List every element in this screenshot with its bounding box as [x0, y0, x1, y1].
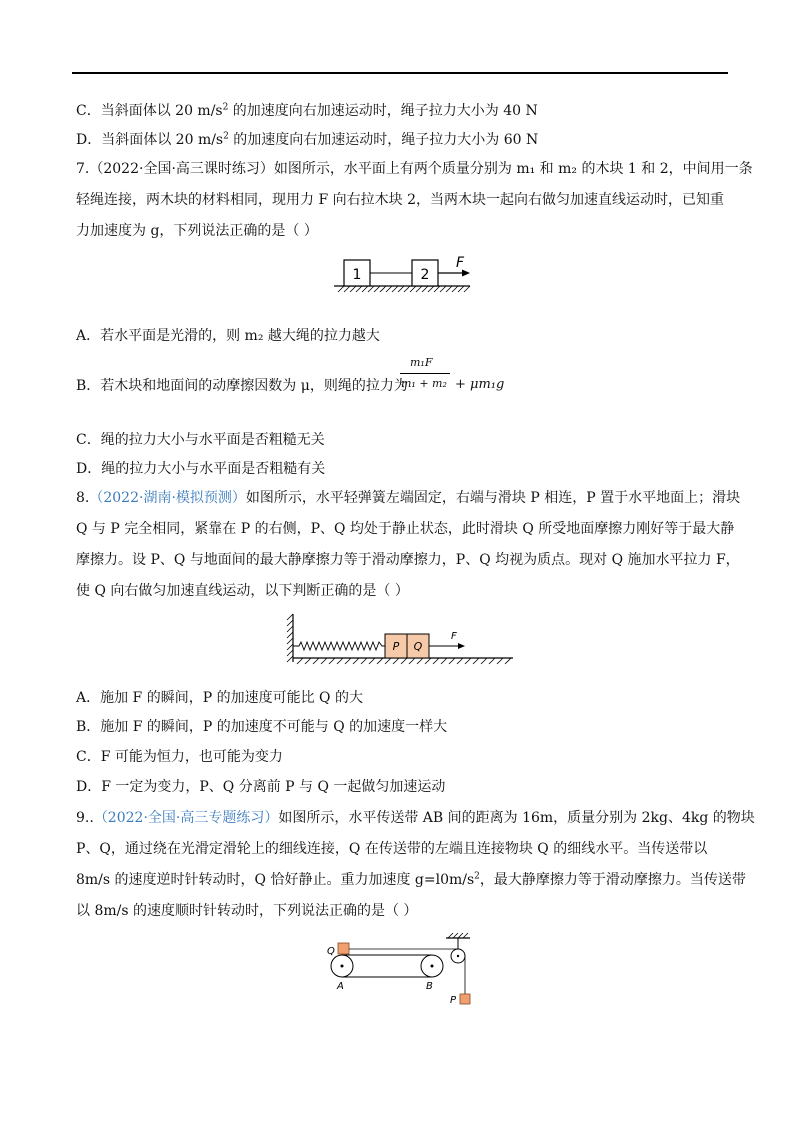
q8-stem-line1	[76, 488, 740, 508]
q6-option-c-text2: 的加速度向右加速运动时，绳子拉力大小为 40 N	[228, 103, 538, 119]
q9-ceiling-hatch	[448, 933, 468, 938]
q8-block-q-label: Q	[413, 640, 423, 653]
q8-ground-hatch	[297, 658, 511, 664]
q9-text1: 如图所示，水平传送带 AB 间的距离为 16m，质量分别为 2kg、4kg 的物块	[278, 810, 755, 826]
q7-number: 7.	[76, 161, 90, 177]
q9-stem-line3	[76, 870, 746, 890]
q7-block-1-label: 1	[352, 267, 362, 283]
q8-force-label: F	[451, 631, 457, 642]
q9-stem-line4: 以 8m/s 的速度顺时针转动时，下列说法正确的是（ ）	[76, 903, 418, 919]
q8-option-a[interactable]: A．施加 F 的瞬间，P 的加速度可能比 Q 的大	[76, 690, 363, 706]
q8-block-p-label: P	[392, 640, 400, 653]
q6-option-d-text: D．当斜面体以 20 m/s	[76, 132, 224, 148]
q7-source: （2022·全国·高三课时练习）	[89, 161, 274, 177]
q9-number: 9..	[76, 810, 94, 826]
q7-stem-line3: 力加速度为 g，下列说法正确的是（ ）	[76, 223, 318, 239]
q7-figure	[330, 254, 480, 300]
q8-source: （2022·湖南·模拟预测）	[89, 490, 246, 506]
q6-option-d-text2: 的加速度向右加速运动时，绳子拉力大小为 60 N	[228, 132, 539, 148]
q8-option-d[interactable]: D．F 一定为变力，P、Q 分离前 P 与 Q 一起做匀加速运动	[76, 779, 446, 795]
q7-option-b-tail: + μm₁g	[455, 377, 505, 392]
q9-label-a: A	[337, 981, 344, 992]
q8-stem-line2: Q 与 P 完全相同，紧靠在 P 的右侧，P、Q 均处于静止状态，此时滑块 Q 所受地面摩擦力刚好等于最大静	[76, 521, 735, 537]
header-rule	[72, 72, 728, 74]
q9-block-p-label: P	[450, 995, 457, 1006]
q9-wheel-b-axle	[431, 965, 434, 968]
q7-option-b[interactable]: B．若木块和地面间的动摩擦因数为 μ，则绳的拉力为	[76, 378, 408, 394]
q7-option-c[interactable]: C．绳的拉力大小与水平面是否粗糙无关	[76, 432, 325, 448]
q8-figure	[285, 612, 517, 668]
q8-stem-line3: 摩擦力。设 P、Q 与地面间的最大静摩擦力等于滑动摩擦力，P、Q 均视为质点。现对 Q 施加水平拉力 F，	[76, 552, 740, 568]
q9-block-q-label: Q	[327, 946, 335, 957]
q8-force-arrowhead	[458, 643, 465, 649]
q6-option-c-sup: 2	[222, 102, 229, 113]
q9-stem-line1	[76, 808, 755, 828]
q8-spring	[293, 642, 385, 650]
q6-option-d-sup: 2	[223, 131, 229, 142]
q9-text3b: ，最大静摩擦力等于滑动摩擦力。当传送带	[479, 872, 746, 888]
q8-option-b[interactable]: B．施加 F 的瞬间，P 的加速度不可能与 Q 的加速度一样大	[76, 719, 448, 735]
q7-option-a[interactable]: A．若水平面是光滑的，则 m₂ 越大绳的拉力越大	[76, 328, 380, 344]
q7-stem-line1	[76, 159, 753, 179]
q8-stem-line4: 使 Q 向右做匀加速直线运动，以下判断正确的是（ ）	[76, 583, 409, 599]
q9-figure	[322, 932, 482, 1008]
q6-option-c[interactable]	[76, 101, 538, 121]
q9-pulley-axle	[457, 955, 459, 957]
q9-text3-sup: 2	[474, 871, 480, 882]
q7-text1: 如图所示，水平面上有两个质量分别为 m₁ 和 m₂ 的木块 1 和 2，中间用一条	[273, 161, 753, 177]
q6-option-c-text: C．当斜面体以 20 m/s	[76, 103, 223, 119]
q9-block-q	[338, 943, 349, 954]
q8-option-c[interactable]: C．F 可能为恒力，也可能为变力	[76, 749, 283, 765]
q7-option-b-denominator: m₁ + m₂	[401, 377, 447, 390]
q8-wall-hatch	[287, 614, 293, 662]
q9-block-p	[460, 994, 470, 1004]
q7-stem-line2: 轻绳连接，两木块的材料相同，现用力 F 向右拉木块 2，当两木块一起向右做匀加速直线运动时，已知重	[76, 192, 724, 208]
q7-option-d[interactable]: D．绳的拉力大小与水平面是否粗糙有关	[76, 461, 326, 477]
q7-option-b-fraction-bar	[400, 373, 450, 374]
q7-option-b-numerator: m₁F	[410, 356, 433, 369]
q7-block-2-label: 2	[420, 267, 430, 283]
q7-force-label: F	[456, 255, 465, 271]
q9-wheel-a-axle	[341, 965, 344, 968]
q9-stem-line2: P、Q，通过绕在光滑定滑轮上的细线连接，Q 在传送带的左端且连接物块 Q 的细线水平。当传送带以	[76, 841, 708, 857]
q7-ground-hatch	[338, 286, 470, 292]
q9-label-b: B	[426, 981, 433, 992]
q8-number: 8.	[76, 490, 90, 506]
q9-source: （2022·全国·高三专题练习）	[93, 810, 279, 826]
q8-text1: 如图所示，水平轻弹簧左端固定，右端与滑块 P 相连，P 置于水平地面上；滑块	[245, 490, 741, 506]
q9-text3: 8m/s 的速度逆时针转动时，Q 恰好静止。重力加速度 g=l0m/s	[76, 872, 475, 888]
q6-option-d[interactable]	[76, 130, 538, 150]
